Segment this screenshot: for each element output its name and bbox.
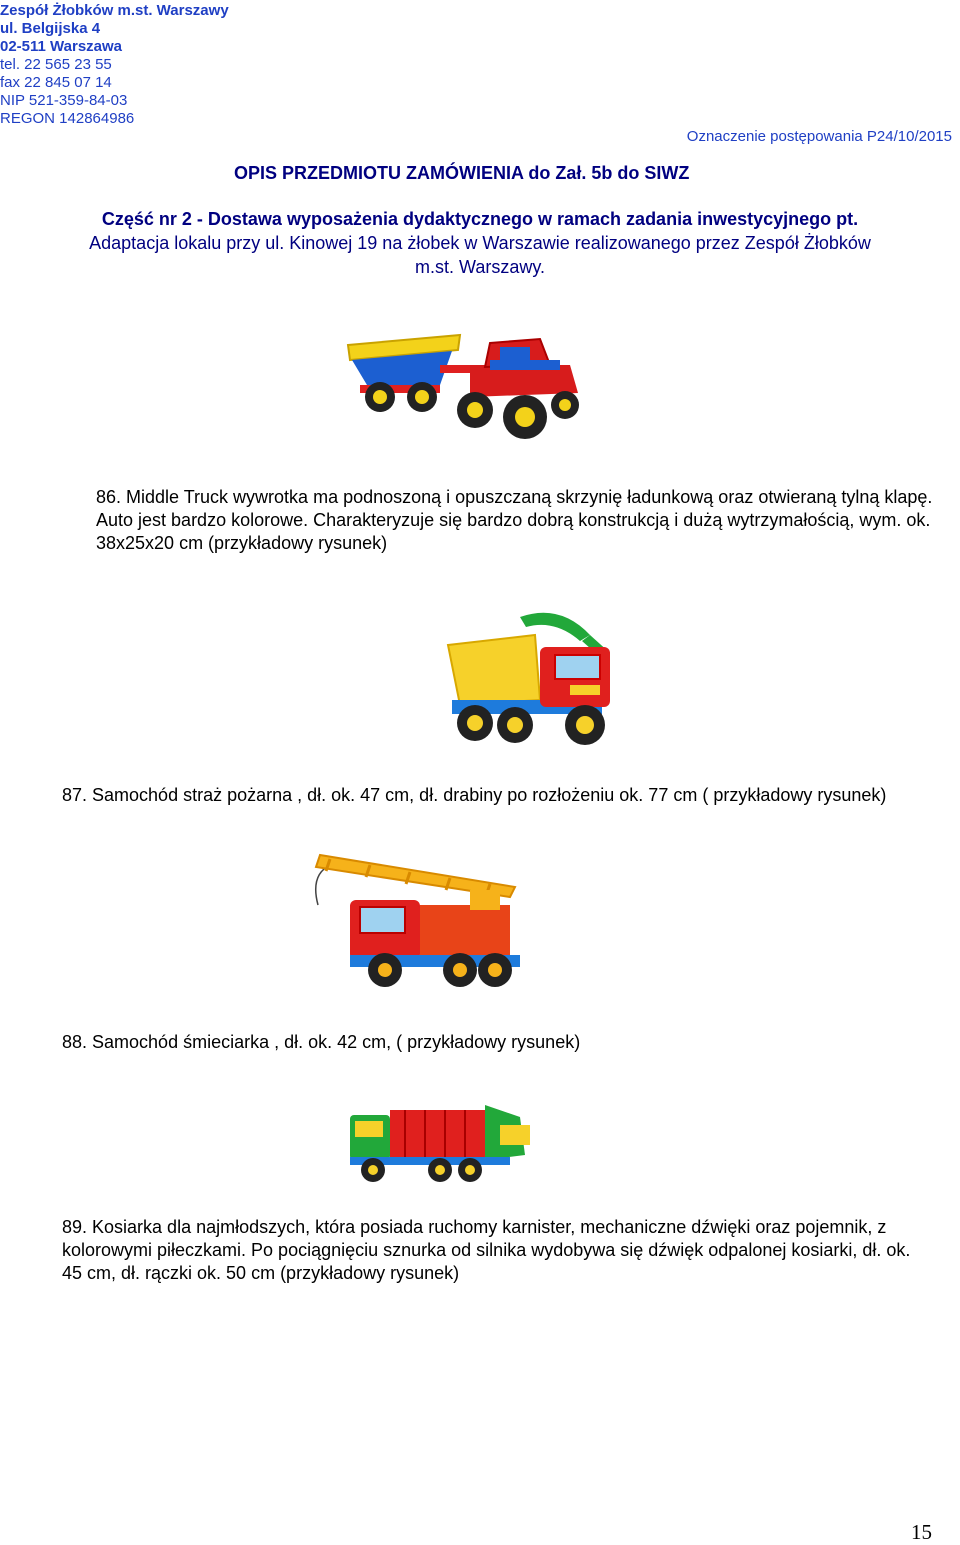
address-line-name: Zespół Żłobków m.st. Warszawy bbox=[0, 2, 229, 19]
toy-dump-truck-icon bbox=[440, 605, 630, 765]
address-line-postal: 02-511 Warszawa bbox=[0, 38, 123, 55]
part-line-2: Adaptacja lokalu przy ul. Kinowej 19 na żłobek w Warszawie realizowanego przez Zespół Żłobków bbox=[89, 233, 871, 253]
address-line-street: ul. Belgijska 4 bbox=[0, 20, 101, 37]
address-line-regon: REGON 142864986 bbox=[0, 110, 135, 127]
part-heading: Część nr 2 - Dostawa wyposażenia dydaktycznego w ramach zadania inwestycyjnego pt. bbox=[101, 209, 859, 229]
toy-tractor-with-trailer-icon bbox=[340, 305, 590, 455]
item-88: 88. Samochód śmieciarka , dł. ok. 42 cm, ( przykładowy rysunek) bbox=[62, 1032, 581, 1052]
address-line-fax: fax 22 845 07 14 bbox=[0, 74, 112, 91]
part-line-3: m.st. Warszawy. bbox=[415, 257, 545, 277]
item-86: 86. Middle Truck wywrotka ma podnoszoną i opuszczaną skrzynię ładunkową oraz otwieraną tylną klapę. Auto jest bardzo kolorowe. Charakteryzuje się bardzo dobrą konstrukcją i dużą wytrzymałością, wym. ok. 38x25x20 cm (przykładowy rysunek) bbox=[96, 487, 933, 553]
item-89: 89. Kosiarka dla najmłodszych, która posiada ruchomy karnister, mechaniczne dźwięki oraz pojemnik, z kolorowymi piłeczkami. Po pociągnięciu sznurka od silnika wydobywa się dźwięk odpalonej kosiarki, dł. ok. 45 cm, dł. rączki ok. 50 cm (przykładowy rysunek) bbox=[62, 1217, 911, 1283]
address-line-tel: tel. 22 565 23 55 bbox=[0, 56, 112, 73]
part-description bbox=[20, 207, 940, 279]
page-number: 15 bbox=[911, 1520, 932, 1544]
procedure-reference: Oznaczenie postępowania P24/10/2015 bbox=[686, 128, 952, 145]
document-title: OPIS PRZEDMIOTU ZAMÓWIENIA do Zał. 5b do SIWZ bbox=[234, 163, 690, 183]
toy-garbage-truck-icon bbox=[345, 1095, 535, 1190]
item-87: 87. Samochód straż pożarna , dł. ok. 47 cm, dł. drabiny po rozłożeniu ok. 77 cm ( przykładowy rysunek) bbox=[62, 785, 887, 805]
address-block bbox=[0, 2, 229, 128]
toy-fire-truck-icon bbox=[310, 845, 550, 995]
address-line-nip: NIP 521-359-84-03 bbox=[0, 92, 128, 109]
